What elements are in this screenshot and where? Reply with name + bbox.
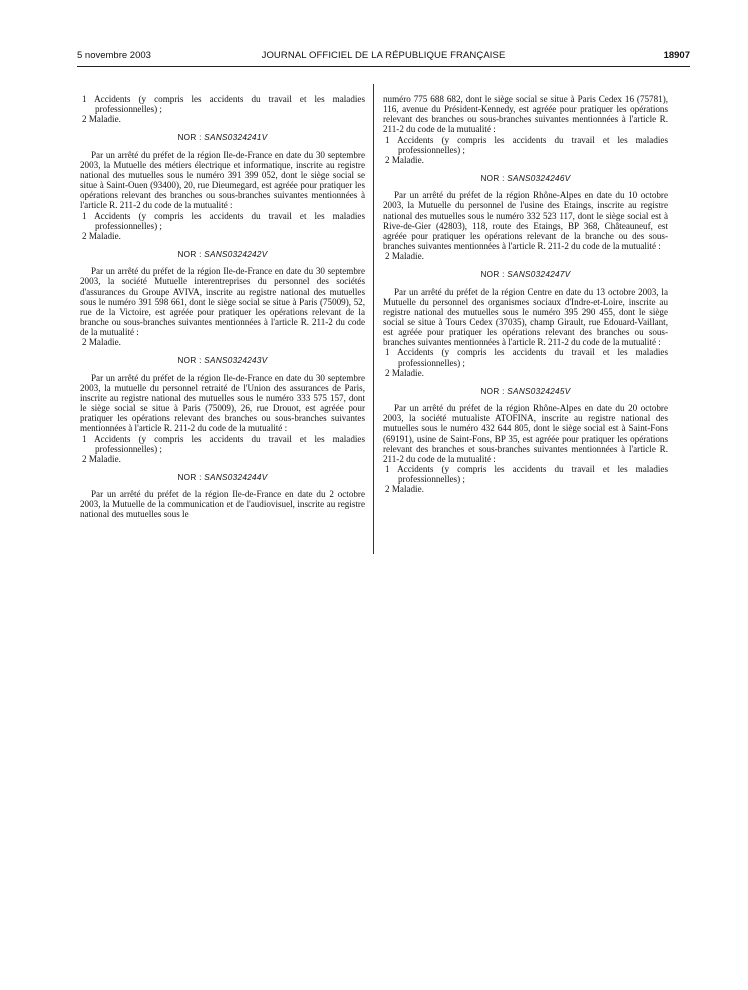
decree-paragraph: Par un arrêté du préfet de la région Rhône-Alpes en date du 10 octobre 2003, la Mutuelle du personnel de l'usine des Etaings, inscrite au registre national des mutuelles sous le numéro 332 523 117, dont le siège social est à Rive-de-Gier (42803), 118, route des Etaings, BP 368, Châteauneuf, est agréée pour pratiquer les opérations relevant de la branche ou des sous-branches suivantes mentionnées à l'article R. 211-2 du code de la mutualité : xyxy=(383,190,668,252)
nor-reference: NOR : SANS0324242V xyxy=(177,250,268,260)
decree-paragraph: Par un arrêté du préfet de la région Ile-de-France en date du 30 septembre 2003, la Mutuelle des métiers électrique et informatique, inscrite au registre national des mutuelles sous le numéro 391 399 052, dont le siège social se situe à Saint-Ouen (93400), 20, rue Dieumegard, est agréée pour pratiquer les opérations relevant des branches ou sous-branches suivantes mentionnées à l'article R. 211-2 du code de la mutualité : xyxy=(80,149,365,211)
header-date: 5 novembre 2003 xyxy=(77,50,151,61)
nor-reference: NOR : SANS0324245V xyxy=(480,386,571,396)
left-column xyxy=(80,94,365,520)
decree-paragraph: Par un arrêté du préfet de la région Ile-de-France en date du 2 octobre 2003, la Mutuelle de la communication et de l'audiovisuel, inscrite au registre national des mutuelles sous le xyxy=(80,489,365,520)
list-item: 2 Maladie. xyxy=(385,484,424,495)
list-item: 2 Maladie. xyxy=(385,154,424,165)
decree-paragraph: Par un arrêté du préfet de la région Ile-de-France en date du 30 septembre 2003, la société Mutuelle interentreprises du personnel des sociétés d'assurances du Groupe AVIVA, inscrite au registre national des mutuelles sous le numéro 391 598 661, dont le siège social se situe à Paris (75009), 52, rue de la Victoire, est agréée pour pratiquer les opérations relevant de la branche ou sous-branches suivantes mentionnées à l'article R. 211-2 du code de la mutualité : xyxy=(80,266,365,338)
right-column xyxy=(383,94,668,494)
list-item: 1 Accidents (y compris les accidents du travail et les maladies professionnelles) ; xyxy=(82,210,365,231)
list-item: 1 Accidents (y compris les accidents du travail et les maladies professionnelles) ; xyxy=(385,464,668,485)
list-item: 1 Accidents (y compris les accidents du travail et les maladies professionnelles) ; xyxy=(82,94,365,115)
decree-paragraph-continued: numéro 775 688 682, dont le siège social se situe à Paris Cedex 16 (75781), 116, avenue du Président-Kennedy, est agréée pour pratiquer les opérations relevant des branches ou sous-branches suivantes mentionnées à l'article R. 211-2 du code de la mutualité : xyxy=(383,94,668,135)
page-number: 18907 xyxy=(663,50,690,61)
journal-title: JOURNAL OFFICIEL DE LA RÉPUBLIQUE FRANÇAISE xyxy=(261,50,506,61)
list-item: 1 Accidents (y compris les accidents du travail et les maladies professionnelles) ; xyxy=(385,134,668,155)
nor-reference: NOR : SANS0324244V xyxy=(177,473,268,482)
decree-paragraph: Par un arrêté du préfet de la région Centre en date du 13 octobre 2003, la Mutuelle du personnel des organismes sociaux d'Indre-et-Loire, inscrite au registre national des mutuelles sous le numéro 395 290 455, dont le siège social se situe à Tours Cedex (37035), champ Girault, rue Edouard-Vaillant, est agréée pour pratiquer les opérations relevant des branches ou sous-branches suivantes mentionnées à l'article R. 211-2 du code de la mutualité : xyxy=(383,286,668,348)
list-item: 2 Maladie. xyxy=(82,230,121,241)
nor-reference: NOR : SANS0324243V xyxy=(177,356,268,366)
list-item: 1 Accidents (y compris les accidents du travail et les maladies professionnelles) ; xyxy=(385,347,668,368)
column-divider xyxy=(373,84,374,554)
list-item: 2 Maladie. xyxy=(82,453,121,464)
page-header xyxy=(77,50,690,64)
decree-paragraph: Par un arrêté du préfet de la région Rhône-Alpes en date du 20 octobre 2003, la société mutualiste ATOFINA, inscrite au registre national des mutuelles sous le numéro 432 644 805, dont le siège social est à Saint-Fons (69191), usine de Saint-Fons, BP 35, est agréée pour pratiquer les opérations relevant des branches et sous-branches suivantes mentionnées à l'article R. 211-2 du code de la mutualité : xyxy=(383,403,668,464)
nor-reference: NOR : SANS0324247V xyxy=(480,270,571,280)
nor-reference: NOR : SANS0324246V xyxy=(480,174,571,184)
header-rule xyxy=(77,66,690,67)
nor-reference: NOR : SANS0324241V xyxy=(177,133,268,143)
list-item: 2 Maladie. xyxy=(82,114,121,125)
list-item: 2 Maladie. xyxy=(385,251,424,262)
list-item: 2 Maladie. xyxy=(385,367,424,378)
list-item: 2 Maladie. xyxy=(82,337,121,348)
list-item: 1 Accidents (y compris les accidents du travail et les maladies professionnelles) ; xyxy=(82,433,365,454)
decree-paragraph: Par un arrêté du préfet de la région Ile-de-France en date du 30 septembre 2003, la mutuelle du personnel retraité de l'Union des assurances de Paris, inscrite au registre national des mutuelles sous le numéro 333 575 157, dont le siège social se situe à Paris (75009), 26, rue Drouot, est agréée pour pratiquer les opérations relevant des branches ou sous-branches suivantes mentionnées à l'article R. 211-2 du code de la mutualité : xyxy=(80,372,365,434)
